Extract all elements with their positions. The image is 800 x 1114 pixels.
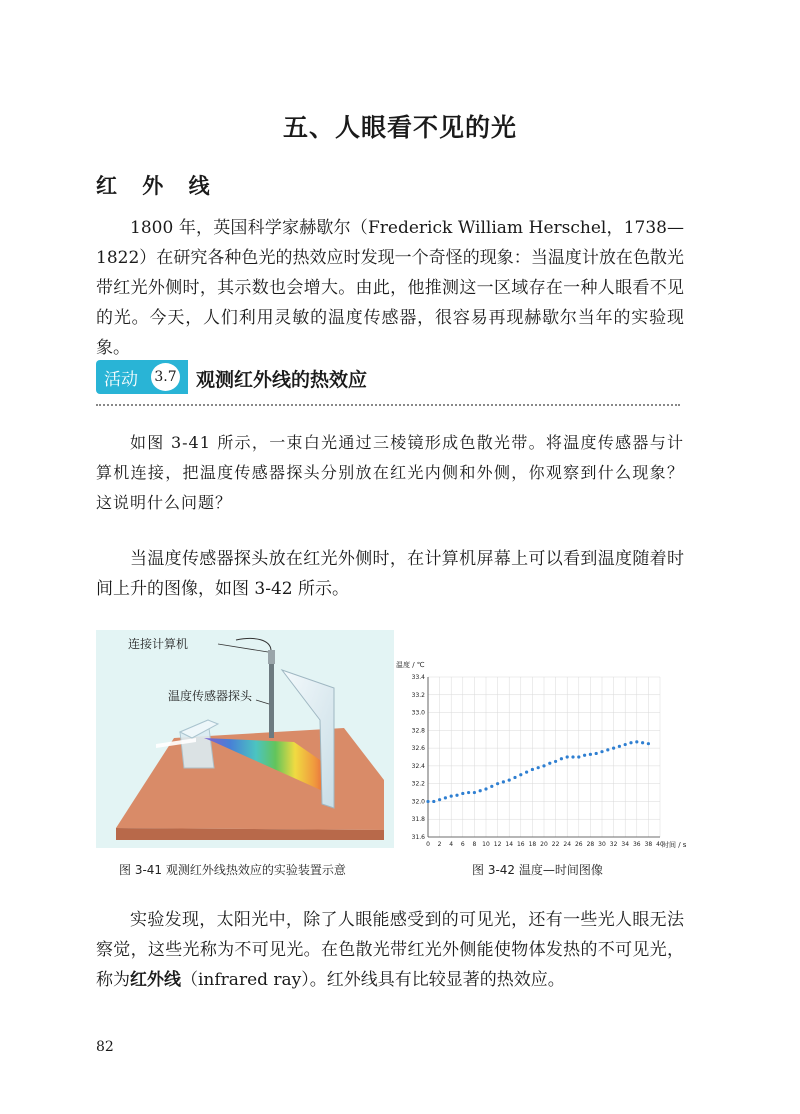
x-tick-label: 8 xyxy=(472,841,477,848)
data-point xyxy=(450,795,453,798)
data-point xyxy=(473,791,476,794)
data-point xyxy=(467,791,470,794)
data-point xyxy=(618,745,621,748)
sensor-probe xyxy=(269,652,274,738)
y-tick-label: 33.4 xyxy=(411,674,425,681)
label-connect-computer: 连接计算机 xyxy=(128,637,189,651)
x-tick-label: 18 xyxy=(528,841,537,848)
infrared-term: 红外线 xyxy=(130,970,181,990)
activity-divider xyxy=(96,404,680,406)
data-point xyxy=(554,760,557,763)
x-tick-label: 4 xyxy=(449,841,454,848)
y-tick-label: 31.6 xyxy=(411,834,425,841)
data-point xyxy=(566,755,569,758)
x-tick-label: 20 xyxy=(540,841,548,848)
x-tick-label: 0 xyxy=(426,841,430,848)
data-point xyxy=(513,776,516,779)
figure2-caption: 图 3-42 温度—时间图像 xyxy=(472,863,603,877)
activity-bar xyxy=(96,356,680,406)
data-point xyxy=(531,768,534,771)
data-point xyxy=(635,740,638,743)
x-tick-label: 24 xyxy=(563,841,572,848)
x-tick-label: 2 xyxy=(437,841,442,848)
probe-handle xyxy=(268,650,275,664)
activity-tag xyxy=(96,360,188,394)
data-point xyxy=(595,752,598,755)
y-tick-label: 32.2 xyxy=(411,780,425,788)
figure1-caption: 图 3-41 观测红外线热效应的实验装置示意 xyxy=(119,863,346,877)
conclusion-text-1: 实验发现，太阳光中，除了人眼能感受到的可见光，还有一些光人眼无法察觉，这些光称为不可见光。在色散光带红光外侧能使物体发热的不可见光，称为 xyxy=(96,910,684,990)
data-point xyxy=(641,741,644,744)
data-point xyxy=(647,742,650,745)
x-tick-label: 16 xyxy=(516,841,525,848)
data-point xyxy=(444,796,447,799)
result-paragraph: 当温度传感器探头放在红光外侧时，在计算机屏幕上可以看到温度随着时间上升的图像，如图 3-42 所示。 xyxy=(96,549,684,599)
data-point xyxy=(484,787,487,790)
data-point xyxy=(438,798,441,801)
data-point xyxy=(560,757,563,760)
x-tick-label: 30 xyxy=(598,841,606,848)
label-sensor-probe: 温度传感器探头 xyxy=(168,689,253,703)
y-tick-label: 32.8 xyxy=(411,727,425,735)
activity-title: 观测红外线的热效应 xyxy=(196,369,368,391)
activity-tag-label: 活动 xyxy=(104,370,138,390)
data-point xyxy=(577,755,580,758)
data-point xyxy=(490,785,493,788)
table-edge xyxy=(116,828,384,840)
data-point xyxy=(479,789,482,792)
data-point xyxy=(629,741,632,744)
x-tick-label: 40 xyxy=(656,841,664,848)
x-tick-label: 38 xyxy=(644,841,653,848)
data-point xyxy=(426,800,429,803)
data-point xyxy=(571,755,574,758)
data-point xyxy=(624,743,627,746)
x-tick-label: 34 xyxy=(621,841,630,848)
y-tick-label: 31.8 xyxy=(411,816,425,824)
activity-number: 3.7 xyxy=(151,363,180,391)
x-tick-label: 10 xyxy=(482,841,490,848)
x-tick-label: 32 xyxy=(609,841,618,848)
x-tick-label: 6 xyxy=(460,841,465,848)
chart-ylabel: 温度 / ℃ xyxy=(396,661,425,669)
x-tick-label: 12 xyxy=(493,841,502,848)
x-tick-label: 36 xyxy=(632,841,641,848)
x-tick-label: 26 xyxy=(574,841,583,848)
intro-paragraph: 1800 年，英国科学家赫歇尔（Frederick William Herschel，1738—1822）在研究各种色光的热效应时发现一个奇怪的现象：当温度计放在色散光带红光外侧时，其示数也会增大。由此，他推测这一区域存在一种人眼看不见的光。今天，人们利用灵敏的温度传感器，很容易再现赫歇尔当年的实验现象。 xyxy=(96,218,684,358)
data-point xyxy=(496,782,499,785)
data-point xyxy=(606,748,609,751)
data-point xyxy=(461,792,464,795)
data-point xyxy=(600,750,603,753)
data-point xyxy=(525,771,528,774)
conclusion-paragraph xyxy=(96,905,684,995)
data-point xyxy=(432,800,435,803)
activity-text: 如图 3-41 所示，一束白光通过三棱镜形成色散光带。将温度传感器与计算机连接，把温度传感器探头分别放在红光内侧和外侧，你观察到什么现象？这说明什么问题？ xyxy=(96,433,684,512)
x-tick-label: 22 xyxy=(551,841,560,848)
section-heading: 红 外 线 xyxy=(96,174,219,198)
experiment-illustration xyxy=(96,630,394,848)
data-point xyxy=(542,764,545,767)
temperature-time-chart xyxy=(392,655,692,855)
y-tick-label: 33.2 xyxy=(411,691,425,699)
y-tick-label: 33.0 xyxy=(411,709,425,717)
page-number: 82 xyxy=(96,1039,114,1055)
data-point xyxy=(502,780,505,783)
chapter-title: 五、人眼看不见的光 xyxy=(282,113,517,142)
x-tick-label: 28 xyxy=(586,841,595,848)
y-tick-label: 32.0 xyxy=(411,798,425,806)
data-point xyxy=(519,773,522,776)
data-point xyxy=(612,747,615,750)
y-tick-label: 32.4 xyxy=(411,762,425,770)
data-point xyxy=(583,754,586,757)
conclusion-text-2: （infrared ray）。红外线具有比较显著的热效应。 xyxy=(181,970,565,990)
data-point xyxy=(548,762,551,765)
data-point xyxy=(455,794,458,797)
chart-xlabel: 时间 / s xyxy=(662,841,687,849)
data-point xyxy=(537,766,540,769)
y-tick-label: 32.6 xyxy=(411,745,425,753)
x-tick-label: 14 xyxy=(505,841,514,848)
data-point xyxy=(508,779,511,782)
data-point xyxy=(589,753,592,756)
